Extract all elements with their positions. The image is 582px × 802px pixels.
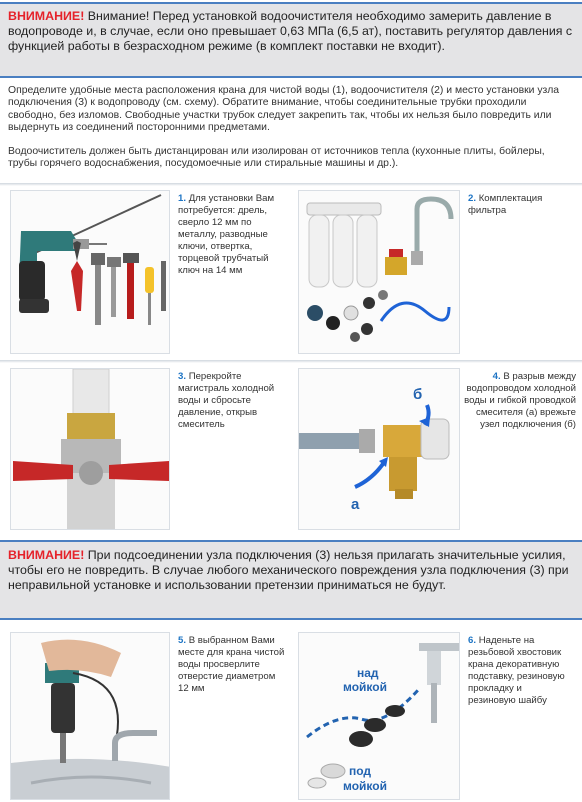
photo-connection-node: [298, 368, 460, 530]
intro-paragraph-2: Водоочиститель должен быть дистанцирован или изолирован от источников тепла (кухонные плиты, бойлеры, трубы горячего водоснабжения, посудомоечные или стиральные машины и др.).: [8, 146, 545, 170]
sink-icon: [11, 759, 170, 800]
step-3-caption: [178, 371, 288, 431]
label-above-sink-2: мойкой: [343, 680, 387, 694]
step-4-number: 4.: [492, 371, 501, 382]
step-4-caption: [464, 371, 576, 431]
step-6-caption: [468, 635, 572, 707]
socket-key-icon: [161, 261, 166, 311]
warning-word: ВНИМАНИЕ!: [8, 9, 85, 23]
warning-body: Внимание! Перед установкой водоочистителя необходимо замерить давление в водопроводе и, в случае, если оно превышает 0,63 МПа (6,5 ат), поставить регулятор давления с функцией работы в безрасходном режиме (в комплект поставки не входит).: [8, 9, 573, 54]
photo-shutoff-valve: [10, 368, 170, 530]
step-5-text: В выбранном Вами месте для крана чистой воды просверлите отверстие диаметром 12 мм: [178, 635, 285, 694]
intro-paragraph-1: Определите удобные места расположения крана для чистой воды (1), водоочистителя (2) и место установки узла подключения (3) к водопроводу (см. схему). Обратите внимание, чтобы соединительные трубки проходили свободно, без изломов. Свободные участки трубок следует закрепить так, чтобы их нельзя было повредить или выдернуть из соединений посторонними предметами.: [8, 85, 560, 134]
photo-faucet-assembly: [298, 632, 460, 800]
label-a: а: [351, 496, 360, 513]
label-above-sink-1: над: [357, 666, 379, 680]
photo-filter-kit: [298, 190, 460, 354]
warning-text-top: [8, 9, 574, 55]
photo-tools: [10, 190, 170, 354]
step-5-caption: [178, 635, 288, 695]
step-1-text: Для установки Вам потребуется: дрель, сверло 12 мм по металлу, разводные ключи, отвертка, торцевой трубчатый ключ на 14 мм: [178, 193, 275, 276]
label-below-sink-2: мойкой: [343, 779, 387, 793]
label-b: б: [413, 386, 423, 403]
warning-text-bottom: [8, 548, 574, 594]
photo-drilling: [10, 632, 170, 800]
step-2-caption: [468, 193, 568, 217]
warning-body-2: При подсоединении узла подключения (3) нельзя прилагать значительные усилия, чтобы его не повредить. В случае любого механического повреждения узла подключения (3) при неправильной установке и использовании претензии приниматься не будут.: [8, 548, 569, 593]
step-2-number: 2.: [468, 193, 477, 204]
label-below-sink-1: под: [349, 764, 372, 778]
step-5-number: 5.: [178, 635, 187, 646]
section-divider: [0, 183, 582, 186]
step-4-text: В разрыв между водопроводом холодной воды и гибкой проводкой смесителя (а) врежьте узел подключения (б): [464, 371, 576, 430]
step-6-number: 6.: [468, 635, 477, 646]
step-3-text: Перекройте магистраль холодной воды и сбросьте давление, открыв смеситель: [178, 371, 275, 430]
step-3-number: 3.: [178, 371, 187, 382]
row-divider-1: [0, 360, 582, 363]
step-1-number: 1.: [178, 193, 187, 204]
step-2-text: Комплектация фильтра: [468, 193, 543, 216]
filter-housing-icon: [307, 203, 381, 287]
warning-word-2: ВНИМАНИЕ!: [8, 548, 85, 562]
step-1-caption: [178, 193, 288, 277]
step-6-text: Наденьте на резьбовой хвостовик крана декоративную подставку, резиновую прокладку и резиновую шайбу: [468, 635, 565, 706]
